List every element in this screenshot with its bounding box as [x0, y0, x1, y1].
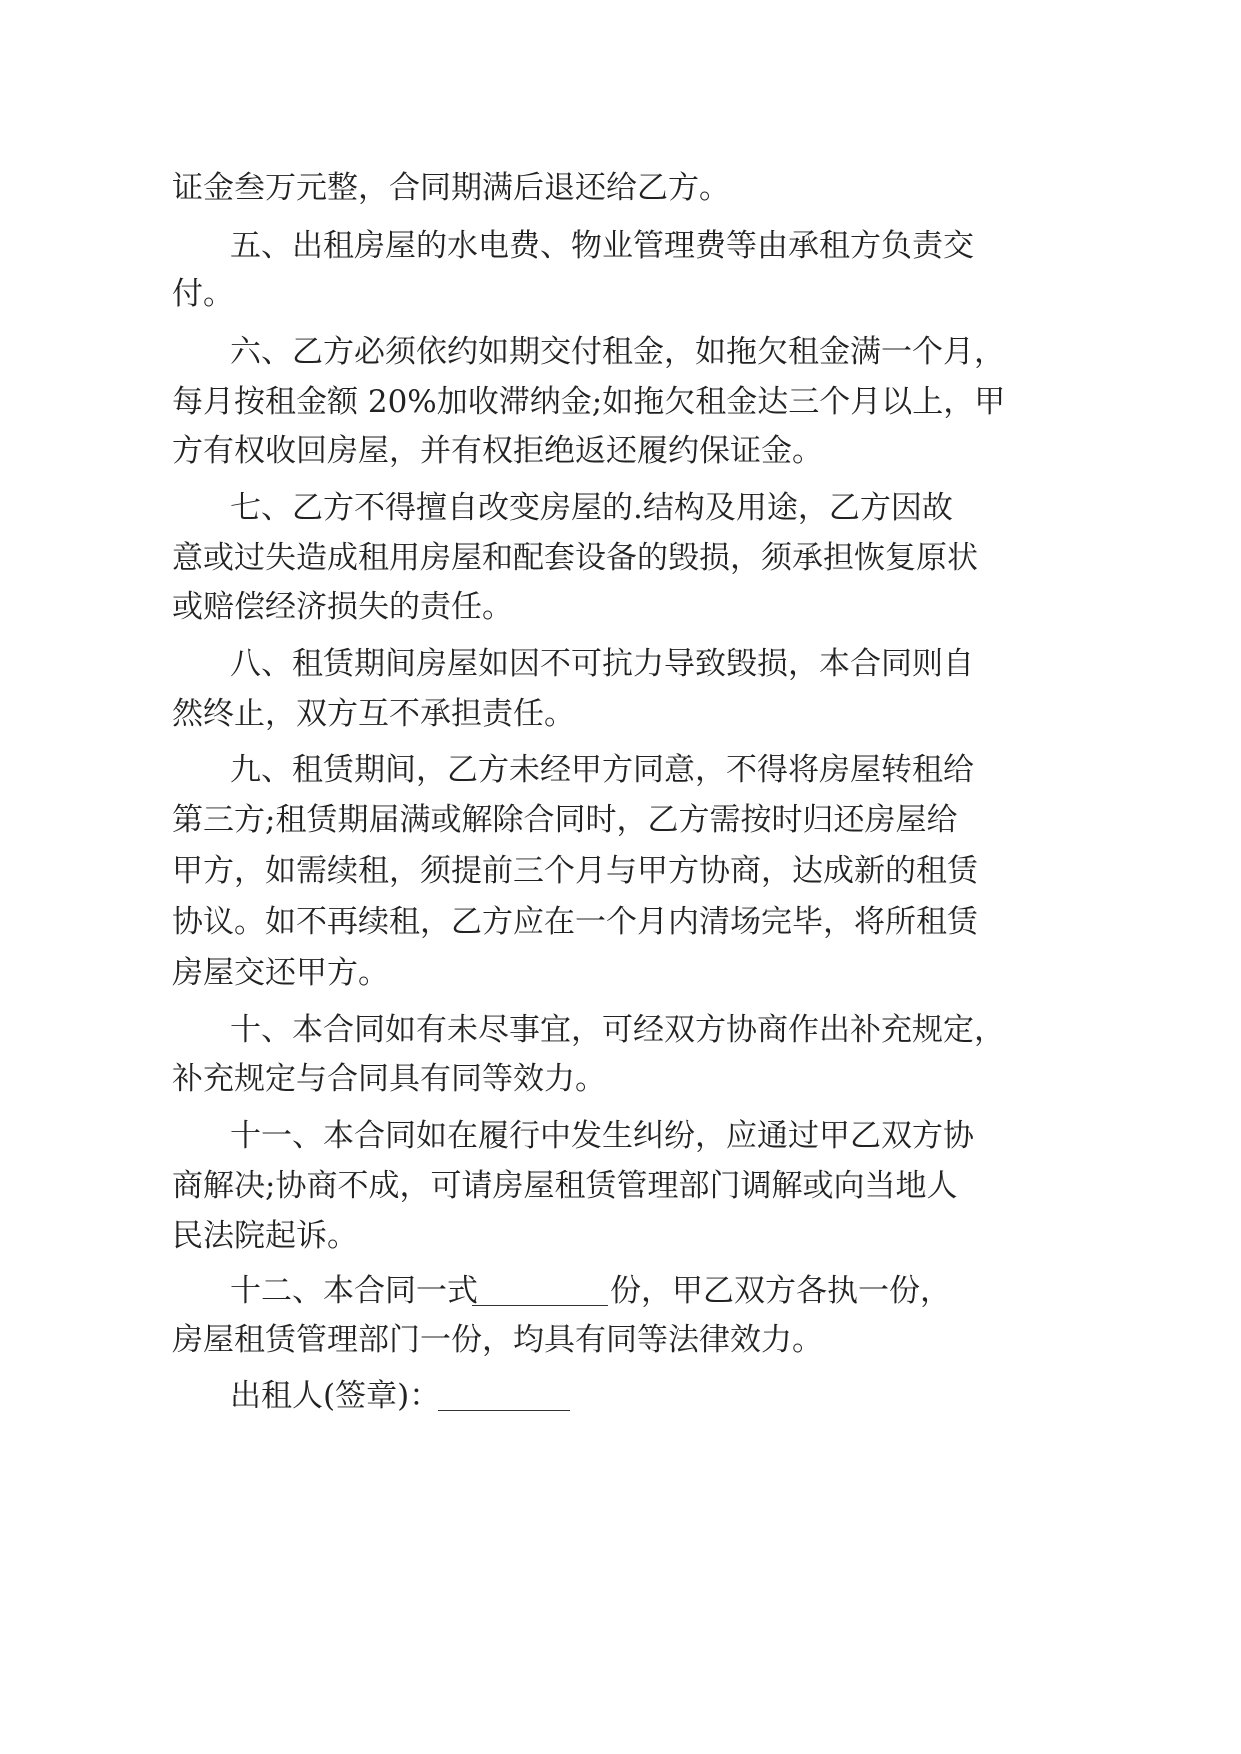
text-line — [0, 158, 1241, 218]
line-text: 商解决;协商不成，可请房屋租赁管理部门调解或向当地人 — [172, 1168, 958, 1204]
line-text: 付。 — [172, 276, 234, 312]
line-text: 六、乙方必须依约如期交付租金，如拖欠租金满一个月， — [230, 334, 1005, 370]
line-text: 甲方，如需续租，须提前三个月与甲方协商，达成新的租赁 — [172, 853, 978, 889]
line-text: 或赔偿经济损失的责任。 — [172, 589, 513, 625]
line-text: 每月按租金额 20%加收滞纳金;如拖欠租金达三个月以上，甲 — [172, 384, 1006, 420]
signature-label: 出租人(签章)： — [230, 1378, 441, 1414]
text-line — [0, 1049, 1241, 1109]
line-text: 民法院起诉。 — [172, 1218, 358, 1254]
line-text: 十一、本合同如在履行中发生纠纷，应通过甲乙双方协 — [230, 1118, 974, 1154]
line-text: 十、本合同如有未尽事宜，可经双方协商作出补充规定， — [230, 1012, 1005, 1048]
text-line — [0, 1206, 1241, 1266]
line-text: 协议。如不再续租，乙方应在一个月内清场完毕，将所租赁 — [172, 904, 978, 940]
line-text: 证金叁万元整，合同期满后退还给乙方。 — [172, 170, 730, 206]
line-text: 然终止，双方互不承担责任。 — [172, 696, 575, 732]
line-text: 补充规定与合同具有同等效力。 — [172, 1061, 606, 1097]
line-text: 七、乙方不得擅自改变房屋的.结构及用途，乙方因故 — [230, 490, 953, 526]
line-text: 五、出租房屋的水电费、物业管理费等由承租方负责交 — [230, 228, 974, 264]
line-text: 第三方;租赁期届满或解除合同时，乙方需按时归还房屋给 — [172, 802, 958, 838]
copies-blank — [472, 1271, 608, 1306]
text-line — [0, 577, 1241, 637]
line-text: 房屋交还甲方。 — [172, 955, 389, 991]
text-line — [0, 1310, 1241, 1370]
text-line — [0, 943, 1241, 1003]
text-line — [0, 421, 1241, 481]
signature-line — [0, 1366, 1241, 1426]
clause-12-text-after: 份，甲乙双方各执一份， — [610, 1273, 951, 1309]
line-text: 方有权收回房屋，并有权拒绝返还履约保证金。 — [172, 433, 823, 469]
line-text: 意或过失造成租用房屋和配套设备的毁损，须承担恢复原状 — [172, 540, 978, 576]
text-line — [0, 264, 1241, 324]
line-text: 房屋租赁管理部门一份，均具有同等法律效力。 — [172, 1322, 823, 1358]
line-text: 八、租赁期间房屋如因不可抗力导致毁损，本合同则自 — [230, 646, 974, 682]
text-line — [0, 684, 1241, 744]
signature-blank — [438, 1376, 570, 1411]
clause-12-text-before: 十二、本合同一式 — [230, 1273, 478, 1309]
line-text: 九、租赁期间，乙方未经甲方同意，不得将房屋转租给 — [230, 752, 974, 788]
